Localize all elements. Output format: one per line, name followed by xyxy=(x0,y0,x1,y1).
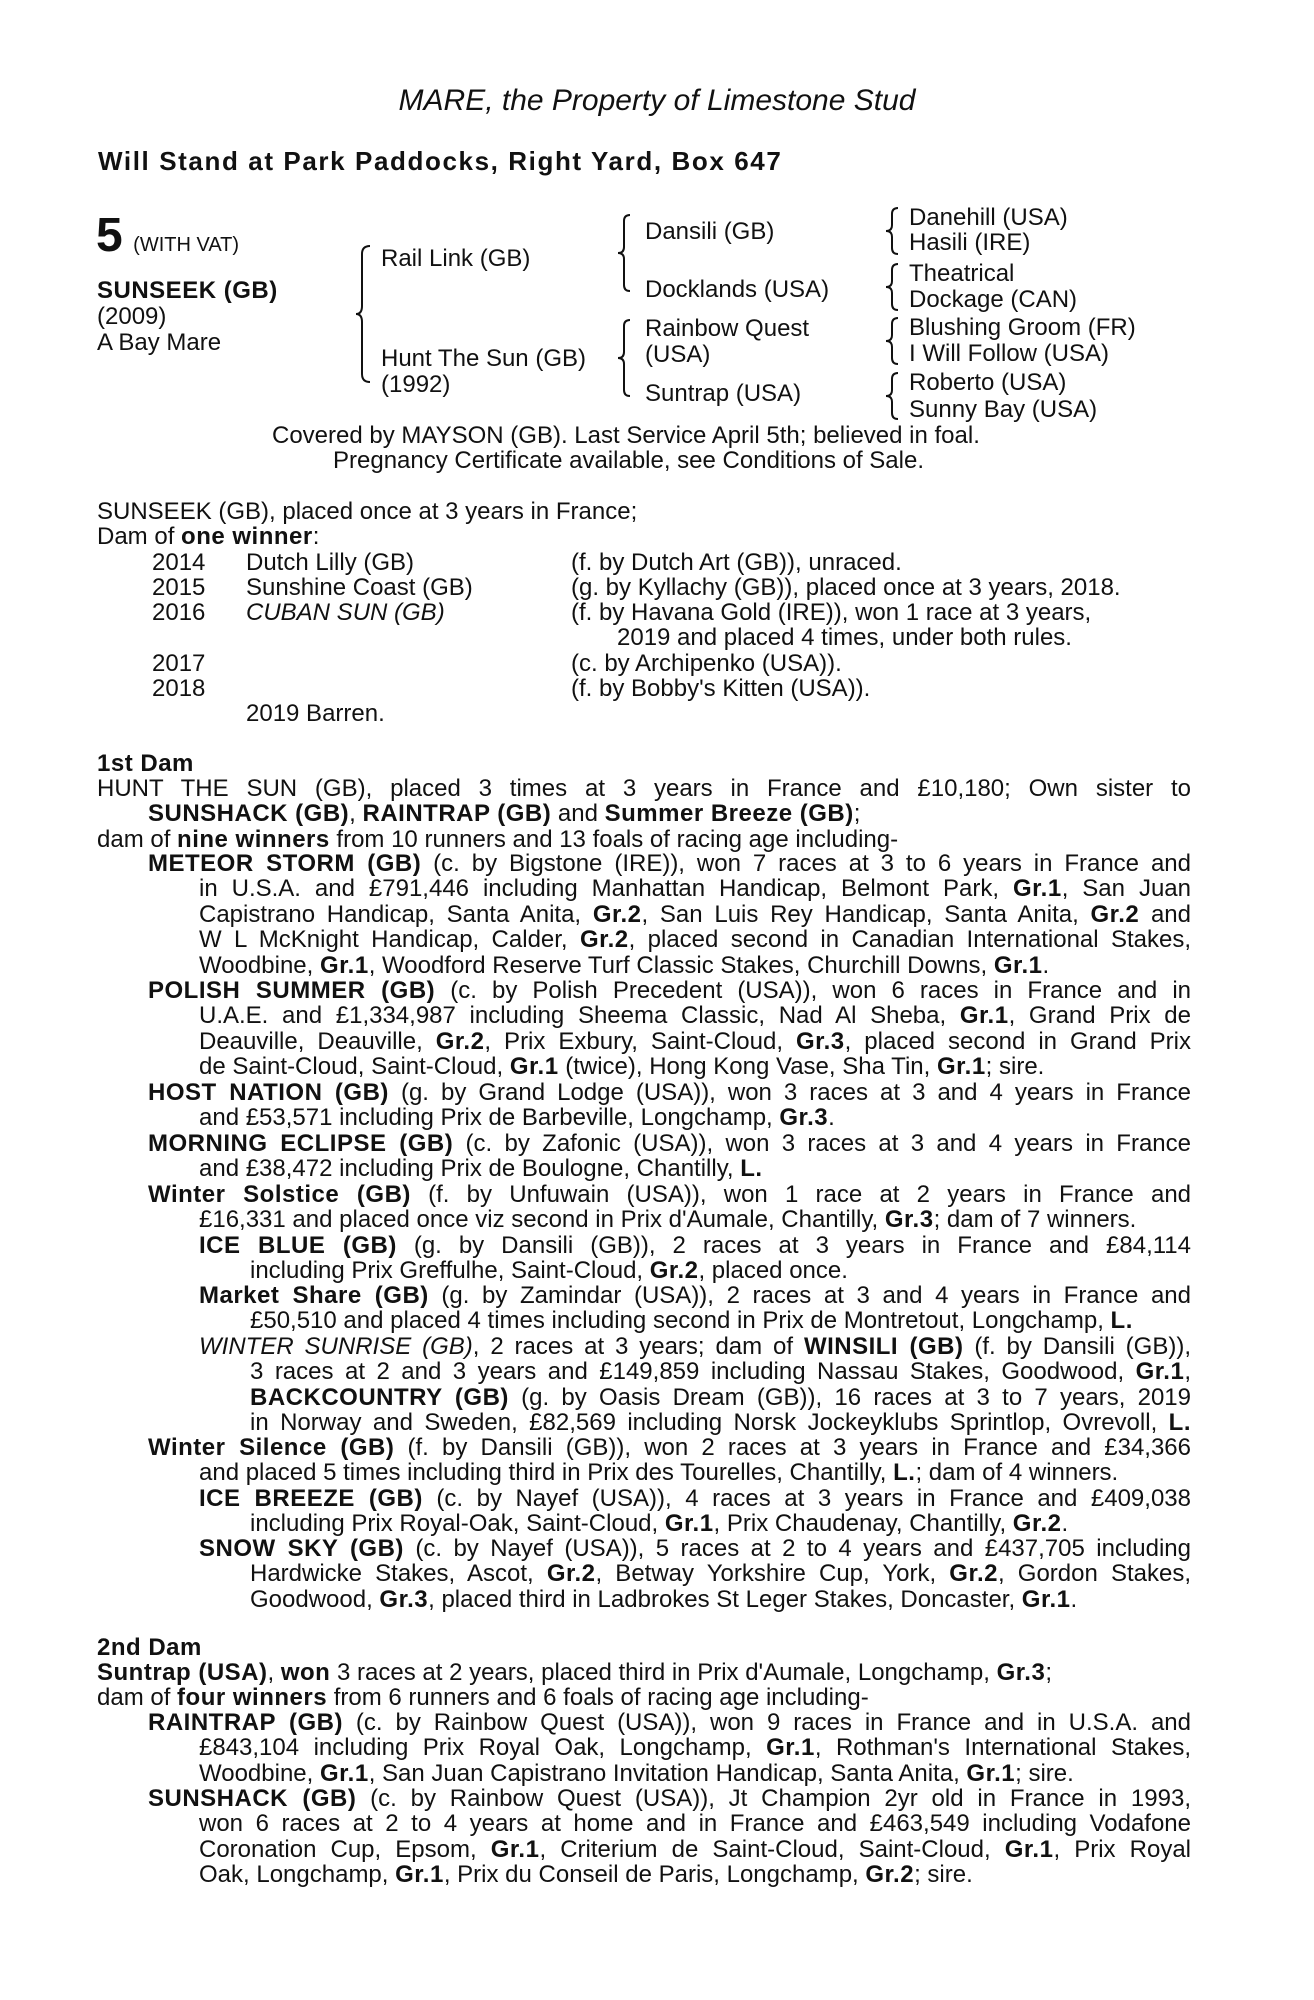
first-dam-heading: 1st Dam xyxy=(97,750,194,777)
progeny-snow-sky: SNOW SKY (GB) (c. by Nayef (USA)), 5 races at 2 to 4 years and £437,705 including Hardwicke Stakes, Ascot, Gr.2, Betway Yorkshire Cup, York, Gr.2, Gordon Stakes, Goodwood, Gr.3, placed third in Ladbrokes St Leger Stakes, Doncaster, Gr.1. xyxy=(199,1535,1191,1613)
progeny-winter-solstice: Winter Solstice (GB) (f. by Unfuwain (USA)), won 1 race at 2 years in France and £16,331 and placed once viz second in Prix d'Aumale, Chantilly, Gr.3; dam of 7 winners. xyxy=(148,1181,1192,1234)
produce-details: (g. by Kyllachy (GB)), placed once at 3 years, 2018. xyxy=(571,574,1121,601)
pedigree-brace-dd xyxy=(886,371,904,421)
pedigree-dd: Suntrap (USA) xyxy=(645,380,802,407)
produce-name: Sunshine Coast (GB) xyxy=(246,574,473,601)
pedigree-sss: Danehill (USA) xyxy=(909,204,1068,231)
stand-location: Will Stand at Park Paddocks, Right Yard, Box 647 xyxy=(98,146,783,176)
produce-name: Dutch Lilly (GB) xyxy=(246,549,415,576)
pedigree-sd: Docklands (USA) xyxy=(645,276,830,303)
pedigree-dds: Roberto (USA) xyxy=(909,369,1067,396)
produce-year: 2016 xyxy=(152,599,206,626)
pedigree-sds: Theatrical xyxy=(909,260,1015,287)
pedigree-brace-main xyxy=(356,244,376,384)
pedigree-ds-country: (USA) xyxy=(645,341,711,368)
record-intro: SUNSEEK (GB), placed once at 3 years in France; xyxy=(97,498,638,525)
produce-year: 2018 xyxy=(152,675,206,702)
second-dam-heading: 2nd Dam xyxy=(97,1634,202,1661)
produce-year: 2017 xyxy=(152,650,206,677)
lot-year: (2009) xyxy=(97,303,167,330)
produce-name: CUBAN SUN (GB) xyxy=(246,599,445,626)
pedigree-sire: Rail Link (GB) xyxy=(381,245,531,272)
first-dam-intro: HUNT THE SUN (GB), placed 3 times at 3 years in France and £10,180; Own sister to SUNSHACK (GB), RAINTRAP (GB) and Summer Breeze (GB); dam of nine winners from 10 runners and 13 foals of racing age including- xyxy=(97,775,1191,853)
pedigree-dam-year: (1992) xyxy=(381,371,451,398)
progeny-morning-eclipse: MORNING ECLIPSE (GB) (c. by Zafonic (USA)), won 3 races at 3 and 4 years in France and £38,472 including Prix de Boulogne, Chantilly, L. xyxy=(148,1130,1191,1183)
pedigree-brace-dam xyxy=(618,318,636,398)
second-dam-intro: Suntrap (USA), won 3 races at 2 years, placed third in Prix d'Aumale, Longchamp, Gr.3; dam of four winners from 6 runners and 6 foals of racing age including- xyxy=(97,1659,1052,1712)
produce-year: 2015 xyxy=(152,574,206,601)
pedigree-brace-sd xyxy=(886,262,904,312)
pedigree-ddd: Sunny Bay (USA) xyxy=(909,396,1098,423)
barren-note: 2019 Barren. xyxy=(246,700,385,727)
progeny-raintrap: RAINTRAP (GB) (c. by Rainbow Quest (USA)), won 9 races in France and in U.S.A. and £843,104 including Prix Royal Oak, Longchamp, Gr.1, Rothman's International Stakes, Woodbine, Gr.1, San Juan Capistrano Invitation Handicap, Santa Anita, Gr.1; sire. xyxy=(148,1709,1191,1787)
pedigree-dss: Blushing Groom (FR) xyxy=(909,314,1136,341)
progeny-winter-sunrise: WINTER SUNRISE (GB), 2 races at 3 years; dam of WINSILI (GB) (f. by Dansili (GB)), 3 races at 2 and 3 years and £149,859 including Nassau Stakes, Goodwood, Gr.1, BACKCOUNTRY (GB) (g. by Oasis Dream (GB)), 16 races at 3 to 7 years, 2019 in Norway and Sweden, £82,569 including Norsk Jockeyklubs Sprintlop, Ovrevoll, L. xyxy=(199,1333,1192,1437)
vat-note: (WITH VAT) xyxy=(133,234,240,256)
pedigree-dam: Hunt The Sun (GB) xyxy=(381,345,586,372)
produce-details: (f. by Dutch Art (GB)), unraced. xyxy=(571,549,902,576)
produce-details: (f. by Havana Gold (IRE)), won 1 race at 3 years, xyxy=(571,599,1092,626)
pedigree-sdd: Dockage (CAN) xyxy=(909,286,1078,313)
covered-note: Covered by MAYSON (GB). Last Service April 5th; believed in foal. xyxy=(272,422,980,449)
lot-name: SUNSEEK (GB) xyxy=(97,277,278,304)
lot-header xyxy=(96,209,240,262)
produce-details-cont: 2019 and placed 4 times, under both rules. xyxy=(617,624,1072,651)
progeny-host-nation: HOST NATION (GB) (g. by Grand Lodge (USA)), won 3 races at 3 and 4 years in France and £53,571 including Prix de Barbeville, Longchamp, Gr.3. xyxy=(148,1079,1191,1132)
progeny-sunshack: SUNSHACK (GB) (c. by Rainbow Quest (USA)), Jt Champion 2yr old in France in 1993, won 6 races at 2 to 4 years at home and in France and £463,549 including Vodafone Coronation Cup, Epsom, Gr.1, Criterium de Saint-Cloud, Saint-Cloud, Gr.1, Prix Royal Oak, Longchamp, Gr.1, Prix du Conseil de Paris, Longchamp, Gr.2; sire. xyxy=(148,1785,1191,1889)
pedigree-ds: Rainbow Quest xyxy=(645,315,810,342)
pedigree-brace-sire xyxy=(618,213,636,293)
pedigree-ssd: Hasili (IRE) xyxy=(909,229,1031,256)
progeny-winter-silence: Winter Silence (GB) (f. by Dansili (GB)), won 2 races at 3 years in France and £34,366 and placed 5 times including third in Prix des Tourelles, Chantilly, L.; dam of 4 winners. xyxy=(148,1434,1191,1487)
pregnancy-note: Pregnancy Certificate available, see Conditions of Sale. xyxy=(333,447,924,474)
dam-of-line: Dam of one winner: xyxy=(97,523,320,550)
pedigree-brace-ds xyxy=(886,316,904,366)
lot-number: 5 xyxy=(96,209,123,262)
produce-details: (f. by Bobby's Kitten (USA)). xyxy=(571,675,871,702)
progeny-polish-summer: POLISH SUMMER (GB) (c. by Polish Precedent (USA)), won 6 races in France and in U.A.E. and £1,334,987 including Sheema Classic, Nad Al Sheba, Gr.1, Grand Prix de Deauville, Deauville, Gr.2, Prix Exbury, Saint-Cloud, Gr.3, placed second in Grand Prix de Saint-Cloud, Saint-Cloud, Gr.1 (twice), Hong Kong Vase, Sha Tin, Gr.1; sire. xyxy=(148,977,1192,1081)
produce-details: (c. by Archipenko (USA)). xyxy=(571,650,842,677)
pedigree-ss: Dansili (GB) xyxy=(645,218,775,245)
progeny-ice-breeze: ICE BREEZE (GB) (c. by Nayef (USA)), 4 races at 3 years in France and £409,038 including Prix Royal-Oak, Saint-Cloud, Gr.1, Prix Chaudenay, Chantilly, Gr.2. xyxy=(199,1485,1191,1538)
progeny-market-share: Market Share (GB) (g. by Zamindar (USA)), 2 races at 3 and 4 years in France and £50,510 and placed 4 times including second in Prix de Montretout, Longchamp, L. xyxy=(199,1282,1192,1335)
lot-description: A Bay Mare xyxy=(97,329,222,356)
page-title: MARE, the Property of Limestone Stud xyxy=(398,84,916,117)
pedigree-dsd: I Will Follow (USA) xyxy=(909,340,1110,367)
pedigree-brace-ss xyxy=(886,206,904,256)
produce-year: 2014 xyxy=(152,549,206,576)
progeny-ice-blue: ICE BLUE (GB) (g. by Dansili (GB)), 2 races at 3 years in France and £84,114 including Prix Greffulhe, Saint-Cloud, Gr.2, placed once. xyxy=(199,1232,1191,1285)
progeny-meteor-storm: METEOR STORM (GB) (c. by Bigstone (IRE)), won 7 races at 3 to 6 years in France and in U.S.A. and £791,446 including Manhattan Handicap, Belmont Park, Gr.1, San Juan Capistrano Handicap, Santa Anita, Gr.2, San Luis Rey Handicap, Santa Anita, Gr.2 and W L McKnight Handicap, Calder, Gr.2, placed second in Canadian International Stakes, Woodbine, Gr.1, Woodford Reserve Turf Classic Stakes, Churchill Downs, Gr.1. xyxy=(148,850,1191,979)
